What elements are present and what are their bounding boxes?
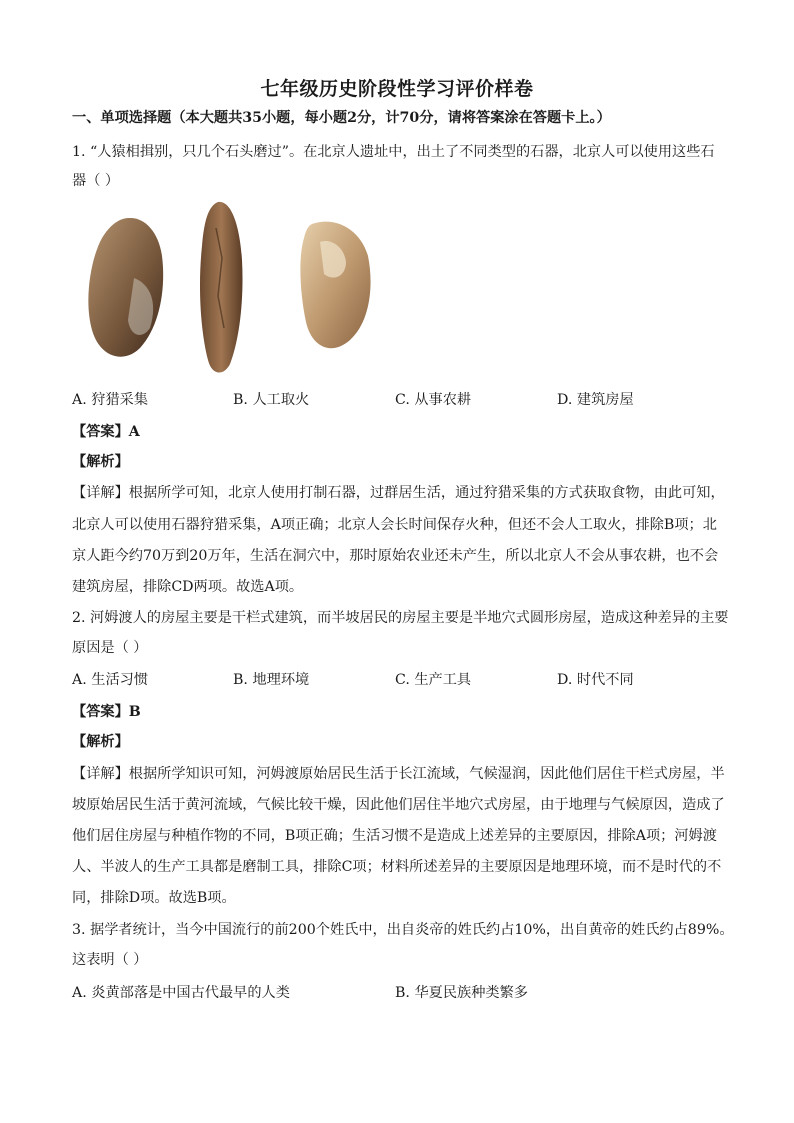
q1-analysis-label: 【解析】 — [72, 454, 129, 470]
stone-tool-3 — [300, 222, 370, 349]
q3-option-a[interactable]: A. 炎黄部落是中国古代最早的人类 — [72, 985, 290, 1001]
q1-answer: 【答案】A — [72, 424, 140, 440]
q3-stem-line2: 这表明（ ） — [72, 952, 148, 968]
q3-stem-line1: 3. 据学者统计，当今中国流行的前200个姓氏中，出自炎帝的姓氏约占10%，出自黄帝的姓氏约占89%。 — [72, 922, 734, 938]
q1-option-c[interactable]: C. 从事农耕 — [395, 392, 472, 408]
q1-detail-line3: 京人距今约70万到20万年，生活在洞穴中，那时原始农业还未产生，所以北京人不会从事农耕，也不会 — [72, 548, 719, 564]
q2-detail-line4: 人、半波人的生产工具都是磨制工具，排除C项；材料所述差异的主要原因是地理环境，而不是时代的不 — [72, 859, 722, 875]
page-title: 七年级历史阶段性学习评价样卷 — [260, 78, 534, 100]
q2-detail-line2: 坡原始居民生活于黄河流域，气候比较干燥，因此他们居住半地穴式房屋，由于地理与气候原因，造成了 — [72, 797, 725, 813]
q2-option-c[interactable]: C. 生产工具 — [395, 672, 472, 688]
stone-tool-2 — [200, 202, 243, 373]
q2-detail-line3: 他们居住房屋与种植作物的不同，B项正确；生活习惯不是造成上述差异的主要原因，排除A项；河姆渡 — [72, 828, 717, 844]
section-heading: 一、单项选择题（本大题共35小题，每小题2分，计70分，请将答案涂在答题卡上。） — [72, 110, 611, 126]
q1-option-b[interactable]: B. 人工取火 — [233, 392, 310, 408]
q2-stem-line1: 2. 河姆渡人的房屋主要是干栏式建筑，而半坡居民的房屋主要是半地穴式圆形房屋，造成这种差异的主要 — [72, 610, 729, 626]
q2-option-b[interactable]: B. 地理环境 — [233, 672, 310, 688]
q1-detail-line4: 建筑房屋，排除CD两项。故选A项。 — [72, 579, 304, 595]
q1-option-a[interactable]: A. 狩猎采集 — [72, 392, 149, 408]
stone-tools-image — [80, 198, 380, 380]
stone-tool-1 — [88, 218, 163, 357]
q2-detail-line5: 同，排除D项。故选B项。 — [72, 890, 236, 906]
q1-option-d[interactable]: D. 建筑房屋 — [557, 392, 634, 408]
q1-detail-line1: 【详解】根据所学可知，北京人使用打制石器，过群居生活，通过狩猎采集的方式获取食物，由此可知， — [72, 485, 725, 501]
q1-stem-line1: 1. “人猿相揖别，只几个石头磨过”。在北京人遗址中，出土了不同类型的石器，北京人可以使用这些石 — [72, 144, 715, 160]
q2-analysis-label: 【解析】 — [72, 734, 129, 750]
q2-option-a[interactable]: A. 生活习惯 — [72, 672, 149, 688]
q3-option-b[interactable]: B. 华夏民族种类繁多 — [395, 985, 528, 1001]
q1-stem-line2: 器（ ） — [72, 173, 120, 189]
q2-answer: 【答案】B — [72, 704, 141, 720]
q1-detail-line2: 北京人可以使用石器狩猎采集，A项正确；北京人会长时间保存火种，但还不会人工取火，排除B项；北 — [72, 517, 717, 533]
q2-detail-line1: 【详解】根据所学知识可知，河姆渡原始居民生活于长江流域，气候湿润，因此他们居住干栏式房屋，半 — [72, 766, 725, 782]
q2-stem-line2: 原因是（ ） — [72, 640, 148, 656]
q2-option-d[interactable]: D. 时代不同 — [557, 672, 634, 688]
